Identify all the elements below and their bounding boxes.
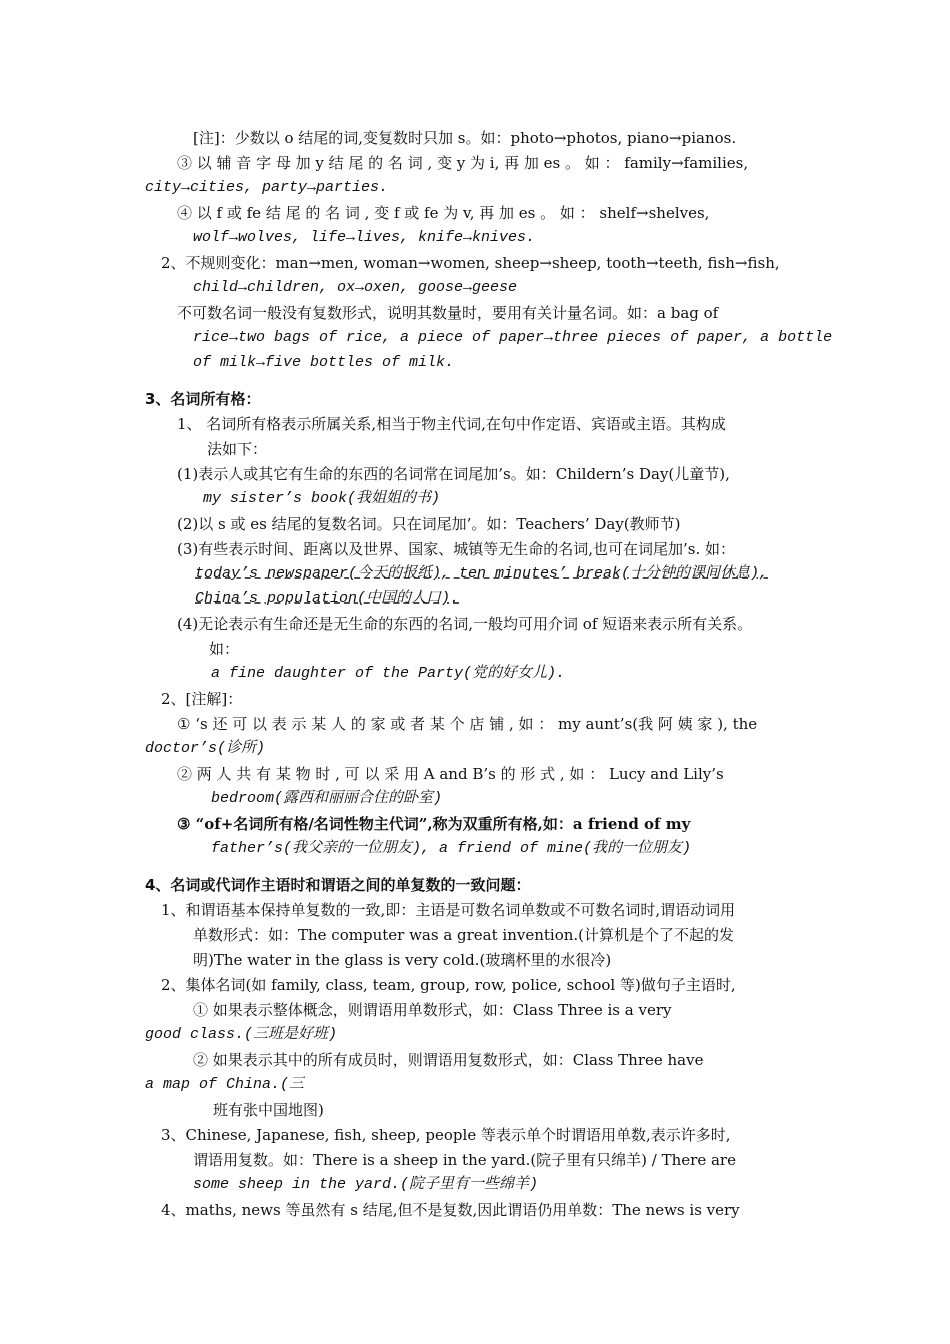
agreement2-line5: a map of China.(三 [145, 1076, 305, 1093]
uncountable-line1: 不可数名词一般没有复数形式，说明其数量时，要用有关计量名词。如：a bag of [177, 304, 719, 322]
note3-line2: father’s(我父亲的一位朋友), a friend of mine(我的一位朋友) [211, 840, 692, 857]
rule-y-ending-line2: city→cities, party→parties. [145, 179, 389, 196]
irregular-line2: child→children, ox→oxen, goose→geese [193, 279, 518, 296]
possessive-def-line2: 法如下： [207, 440, 268, 458]
agreement1-line3: 明)The water in the glass is very cold.(玻璃杯里的水很冷) [193, 951, 612, 969]
note3-line1: ③ “of+名词所有格/名词性物主代词”,称为双重所有格,如：a friend of my [177, 815, 691, 833]
agreement2-line6: 班有张中国地图) [213, 1101, 324, 1119]
rule-f-ending-line2: wolf→wolves, life→lives, knife→knives. [193, 229, 536, 246]
note2-line1: ② 两 人 共 有 某 物 时 , 可 以 采 用 A and B’s 的 形 式 , 如 ： Lucy and Lily’s [177, 765, 724, 783]
uncountable-line3: of milk→five bottles of milk. [193, 354, 455, 371]
heading-agreement: 4、名词或代词作主语时和谓语之间的单复数的一致问题： [145, 876, 531, 894]
possessive-rule3-line3: China’s population(中国的人口). [195, 590, 460, 607]
possessive-def-line1: 1、 名词所有格表示所属关系,相当于物主代词,在句中作定语、宾语或主语。其构成 [177, 415, 726, 433]
agreement2-line3: good class.(三班是好班) [145, 1026, 338, 1043]
note-o-ending: [注]：少数以 o 结尾的词,变复数时只加 s。如：photo→photos, piano→pianos. [193, 129, 737, 147]
possessive-rule3-line1: (3)有些表示时间、距离以及世界、国家、城镇等无生命的名词,也可在词尾加’s. 如： [177, 540, 736, 558]
agreement1-line1: 1、和谓语基本保持单复数的一致,即：主语是可数名词单数或不可数名词时,谓语动词用 [161, 901, 736, 919]
possessive-rule3-line2: today’s newspaper(今天的报纸), ten minutes’ break(十分钟的课间休息), [195, 565, 769, 582]
possessive-rule1-line2: my sister’s book(我姐姐的书) [203, 490, 441, 507]
agreement1-line2: 单数形式：如：The computer was a great invention.(计算机是个了不起的发 [193, 926, 735, 944]
note2-line2: bedroom(露西和丽丽合住的卧室) [211, 790, 443, 807]
agreement2-line4: ② 如果表示其中的所有成员时，则谓语用复数形式，如：Class Three have [193, 1051, 704, 1069]
agreement3-line3: some sheep in the yard.(院子里有一些绵羊) [193, 1176, 539, 1193]
rule-f-ending-line1: ④ 以 f 或 fe 结 尾 的 名 词 , 变 f 或 fe 为 v, 再 加 es 。 如 ： shelf→shelves, [177, 204, 710, 222]
agreement3-line1: 3、Chinese, Japanese, fish, sheep, people 等表示单个时谓语用单数,表示许多时, [161, 1126, 731, 1144]
possessive-rule4-line2: 如： [209, 640, 240, 658]
note1-line1: ① ‘s 还 可 以 表 示 某 人 的 家 或 者 某 个 店 铺 , 如 ： my aunt’s(我 阿 姨 家 ), the [177, 715, 758, 733]
heading-possessive: 3、名词所有格： [145, 390, 261, 408]
possessive-rule1-line1: (1)表示人或其它有生命的东西的名词常在词尾加’s。如：Childern’s Day(儿童节), [177, 465, 730, 483]
agreement4-line1: 4、maths, news 等虽然有 s 结尾,但不是复数,因此谓语仍用单数：The news is very [161, 1201, 740, 1219]
rule-y-ending-line1: ③ 以 辅 音 字 母 加 y 结 尾 的 名 词 , 变 y 为 i, 再 加 es 。 如 ： family→families, [177, 154, 749, 172]
agreement2-line1: 2、集体名词(如 family, class, team, group, row, police, school 等)做句子主语时, [161, 976, 736, 994]
note1-line2: doctor’s(诊所) [145, 740, 266, 757]
notes-heading: 2、[注解]： [161, 690, 243, 708]
agreement3-line2: 谓语用复数。如：There is a sheep in the yard.(院子里有只绵羊) / There are [193, 1151, 736, 1169]
irregular-line1: 2、不规则变化：man→men, woman→women, sheep→sheep, tooth→teeth, fish→fish, [161, 254, 780, 272]
uncountable-line2: rice→two bags of rice, a piece of paper→three pieces of paper, a bottle [193, 329, 833, 346]
agreement2-line2: ① 如果表示整体概念，则谓语用单数形式，如：Class Three is a very [193, 1001, 672, 1019]
possessive-rule4-line1: (4)无论表示有生命还是无生命的东西的名词,一般均可用介词 of 短语来表示所有关系。 [177, 615, 753, 633]
possessive-rule4-example: a fine daughter of the Party(党的好女儿). [211, 665, 566, 682]
possessive-rule2: (2)以 s 或 es 结尾的复数名词。只在词尾加’。如：Teachers’ Day(教师节) [177, 515, 681, 533]
